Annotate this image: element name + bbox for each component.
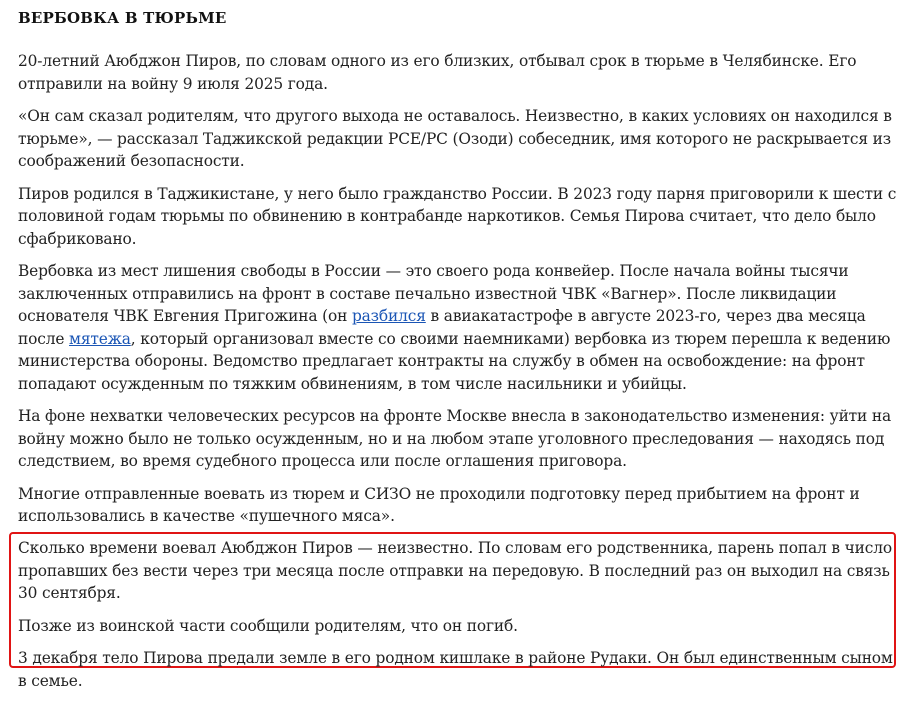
article-body bbox=[18, 8, 898, 538]
section-heading: ВЕРБОВКА В ТЮРЬМЕ bbox=[18, 9, 227, 27]
paragraph-4-text-c: , который организовал вместе со своими наемниками) вербовка из тюрем перешла к ведению министерства обороны. Ведомство предлагает контракты на службу в обмен на освобождение: на фронт попадают осужденным по тяжким обвинениям, в том числе насильники и убийцы. bbox=[18, 329, 891, 393]
paragraph-6: Многие отправленные воевать из тюрем и СИЗО не проходили подготовку перед прибытием на фронт и использовались в качестве «пушечного мяса». bbox=[18, 484, 860, 525]
paragraph-2: «Он сам сказал родителям, что другого выхода не оставалось. Неизвестно, в каких условиях он находился в тюрьме», — рассказал Таджикской редакции РСЕ/РС (Озоди) собеседник, имя которого не раскрывается из соображений безопасности. bbox=[18, 107, 892, 170]
paragraph-3: Пиров родился в Таджикистане, у него было гражданство России. В 2023 году парня приговорили к шести с половиной годам тюрьмы по обвинению в контрабанде наркотиков. Семья Пирова считает, что дело было сфабриковано. bbox=[18, 184, 897, 248]
paragraph-7: Сколько времени воевал Аюбджон Пиров — неизвестно. По словам его родственника, парень попал в число пропавших без вести через три месяца после отправки на передовую. В последний раз он выходил на связь 30 сентября. bbox=[18, 539, 892, 602]
highlighted-section bbox=[18, 537, 896, 702]
paragraph-5: На фоне нехватки человеческих ресурсов на фронте Москве внесла в законодательство изменения: уйти на войну можно было не только осужденным, но и на любом этапе уголовного преследования — находясь под следствием, во время судебного процесса или после оглашения приговора. bbox=[18, 407, 892, 470]
paragraph-4-text-b: в авиакатастрофе в августе 2023-го, через два месяца после bbox=[18, 307, 866, 348]
paragraph-4 bbox=[18, 260, 898, 395]
paragraph-8: Позже из воинской части сообщили родителям, что он погиб. bbox=[18, 616, 518, 635]
link-mutiny[interactable]: мятежа bbox=[69, 329, 131, 348]
paragraph-1: 20-летний Аюбджон Пиров, по словам одного из его близких, отбывал срок в тюрьме в Челябинске. Его отправили на войну 9 июля 2025 года. bbox=[18, 52, 857, 93]
paragraph-9: 3 декабря тело Пирова предали земле в его родном кишлаке в районе Рудаки. Он был единственным сыном в семье. bbox=[18, 649, 893, 690]
link-crash[interactable]: разбился bbox=[351, 307, 426, 325]
paragraph-4-text-a: Вербовка из мест лишения свободы в России — это своего рода конвейер. После начала войны тысячи заключенных отправились на фронт в составе печально известной ЧВК «Вагнер». После ликвидации основателя ЧВК Евгения Пригожина (он bbox=[18, 262, 849, 325]
